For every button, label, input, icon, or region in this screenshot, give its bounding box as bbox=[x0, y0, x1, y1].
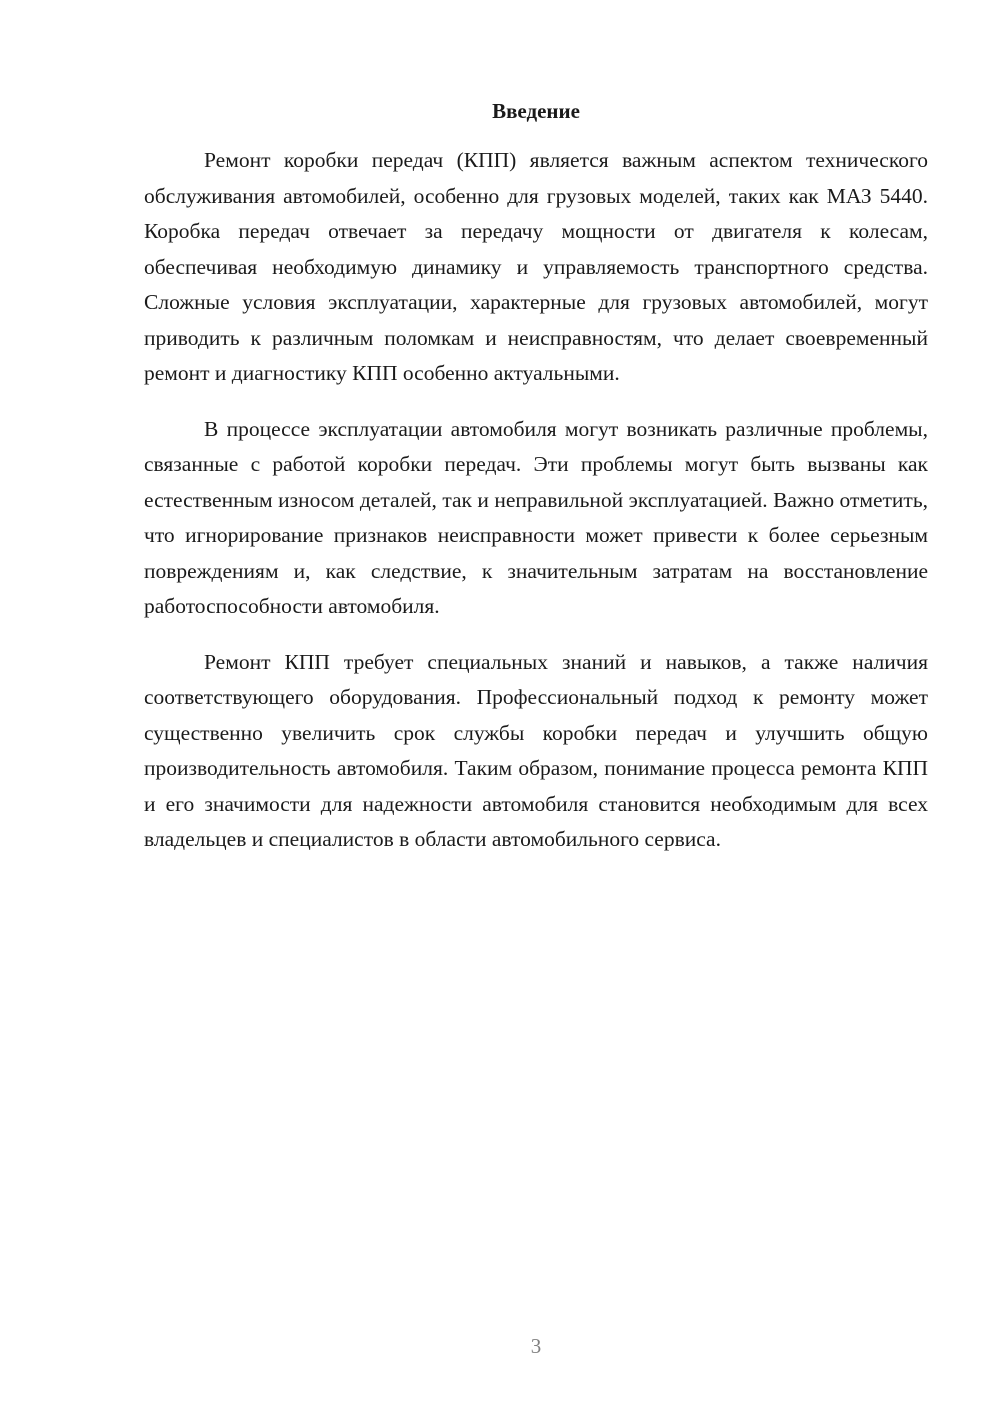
paragraph-1: Ремонт коробки передач (КПП) является важным аспектом технического обслуживания автомобилей, особенно для грузовых моделей, таких как МАЗ 5440. Коробка передач отвечает за передачу мощности от двигателя к колесам, обеспечивая необходимую динамику и управляемость транспортного средства. Сложные условия эксплуатации, характерные для грузовых автомобилей, могут приводить к различным поломкам и неисправностям, что делает своевременный ремонт и диагностику КПП особенно актуальными. bbox=[144, 148, 928, 385]
page-number: 3 bbox=[530, 1334, 542, 1358]
section-heading: Введение bbox=[492, 99, 580, 123]
paragraph-2: В процессе эксплуатации автомобиля могут возникать различные проблемы, связанные с работой коробки передач. Эти проблемы могут быть вызваны как естественным износом деталей, так и неправильной эксплуатацией. Важно отметить, что игнорирование признаков неисправности может привести к более серьезным повреждениям и, как следствие, к значительным затратам на восстановление работоспособности автомобиля. bbox=[144, 416, 928, 618]
body-text bbox=[144, 143, 928, 878]
paragraph-3: Ремонт КПП требует специальных знаний и навыков, а также наличия соответствующего оборудования. Профессиональный подход к ремонту может существенно увеличить срок службы коробки передач и улучшить общую производительность автомобиля. Таким образом, понимание процесса ремонта КПП и его значимости для надежности автомобиля становится необходимым для всех владельцев и специалистов в области автомобильного сервиса. bbox=[144, 649, 928, 851]
